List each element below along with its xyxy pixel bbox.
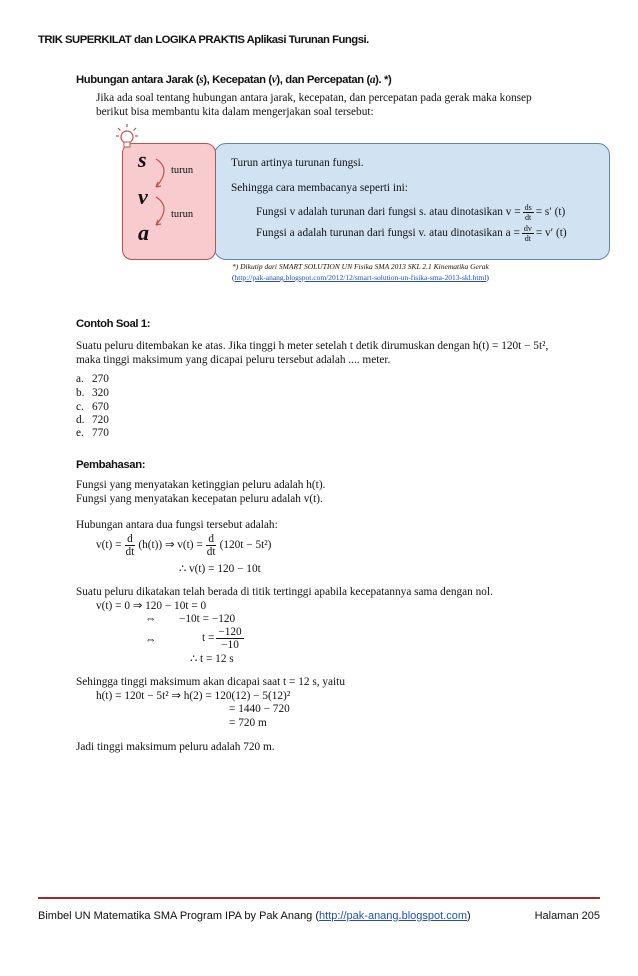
source-note: *) Dikutip dari SMART SOLUTION UN Fisika SMA 2013 SKL 2.1 Kinematika Gerak <box>232 262 489 271</box>
height-eq-3: = 720 m <box>229 717 267 729</box>
box-line-4-text: Fungsi a adalah turunan dari fungsi v. atau dinotasikan a = <box>256 227 520 240</box>
eq-part: v(t) = <box>96 539 122 552</box>
footer-link[interactable]: http://pak-anang.blogspot.com <box>319 910 468 922</box>
option-label: b. <box>76 387 85 399</box>
arrow-label-1: turun <box>171 165 194 176</box>
conclusion: Jadi tinggi maksimum peluru adalah 720 m. <box>76 741 275 753</box>
box-line-3-end: = s′ (t) <box>535 206 566 219</box>
height-eq-1: h(t) = 120t − 5t² ⇒ h(2) = 120(12) − 5(12)² <box>96 690 291 702</box>
solution-line-1: Fungsi yang menyatakan ketinggian peluru adalah h(t). <box>76 479 326 491</box>
step-2: −10t = −120 <box>179 613 236 625</box>
source-link[interactable]: http://pak-anang.blogspot.com/2012/12/smart-solution-un-fisika-sma-2013-skl.html <box>234 273 487 282</box>
title-var-v: v <box>271 74 277 86</box>
lightbulb-icon <box>116 124 138 150</box>
var-a: a <box>138 220 149 245</box>
option-value: 320 <box>92 387 109 399</box>
box-line-3 <box>256 203 565 222</box>
frac-dt: dt <box>206 546 216 558</box>
step-2-sym: ⇔ <box>145 613 157 625</box>
step-1: v(t) = 0 ⇒ 120 − 10t = 0 <box>96 600 207 612</box>
solution-line-2: Fungsi yang menyatakan kecepatan peluru adalah v(t). <box>76 493 323 505</box>
step-3-lhs: t = <box>202 632 215 645</box>
option-value: 270 <box>92 373 109 385</box>
intro-line-2: berikut bisa membantu kita dalam mengerjakan soal tersebut: <box>96 106 374 118</box>
frac-den: −10 <box>221 639 239 651</box>
var-v: v <box>138 184 148 209</box>
box-line-4 <box>256 224 567 243</box>
section-title <box>76 74 391 86</box>
option-label: c. <box>76 401 84 413</box>
box-line-3-text: Fungsi v adalah turunan dari fungsi s. atau dinotasikan v = <box>256 206 521 219</box>
frac-d: d <box>208 533 214 545</box>
frac-ds: ds <box>524 203 532 212</box>
title-var-s: s <box>199 74 204 86</box>
title-part: ). *) <box>375 74 392 86</box>
footer-divider <box>38 897 600 899</box>
option-value: 770 <box>92 427 109 439</box>
option-d <box>76 413 109 427</box>
derivative-equation <box>96 533 271 558</box>
frac-dt: dt <box>524 234 531 243</box>
question-line-1: Suatu peluru ditembakan ke atas. Jika tinggi h meter setelah t detik dirumuskan dengan h(t) = 120t − 5t², <box>76 340 549 352</box>
page-header: TRIK SUPERKILAT dan LOGIKA PRAKTIS Aplikasi Turunan Fungsi. <box>38 34 369 46</box>
option-b <box>76 386 109 400</box>
var-s: s <box>138 147 147 172</box>
solution-line-3: Hubungan antara dua fungsi tersebut adalah: <box>76 519 278 531</box>
paren-close: ) <box>486 273 489 282</box>
box-line-2: Sehingga cara membacanya seperti ini: <box>231 182 408 194</box>
intro-line-1: Jika ada soal tentang hubungan antara jarak, kecepatan, dan percepatan pada gerak maka konsep <box>96 92 532 104</box>
option-label: a. <box>76 373 84 385</box>
option-value: 670 <box>92 401 109 413</box>
question-line-2: maka tinggi maksimum yang dicapai peluru tersebut adalah .... meter. <box>76 354 391 366</box>
footer-text: ) <box>467 910 471 922</box>
eq-part: (h(t)) ⇒ v(t) = <box>138 539 203 552</box>
solution-line-5: Sehingga tinggi maksimum akan dicapai saat t = 12 s, yaitu <box>76 676 345 688</box>
frac-dt: dt <box>525 213 532 222</box>
step-3 <box>202 626 246 651</box>
footer-text: Bimbel UN Matematika SMA Program IPA by Pak Anang ( <box>38 910 320 922</box>
frac-dv: dv <box>523 224 532 233</box>
box-line-4-end: = v′ (t) <box>535 227 567 240</box>
step-3-sym: ⇔ <box>145 634 157 646</box>
derivative-result: ∴ v(t) = 120 − 10t <box>179 563 261 575</box>
option-value: 720 <box>92 414 109 426</box>
frac-dt: dt <box>125 546 135 558</box>
option-e <box>76 426 109 440</box>
title-part: Hubungan antara Jarak ( <box>76 74 200 86</box>
footer-left <box>38 910 471 922</box>
title-part: ), Kecepatan ( <box>203 74 272 86</box>
solution-title: Pembahasan: <box>76 459 146 471</box>
option-label: d. <box>76 414 85 426</box>
solution-line-4: Suatu peluru dikatakan telah berada di titik tertinggi apabila kecepatannya sama dengan nol. <box>76 586 493 598</box>
option-c <box>76 400 109 414</box>
frac-num: −120 <box>218 626 242 638</box>
eq-part: (120t − 5t²) <box>219 539 272 552</box>
box-line-1: Turun artinya turunan fungsi. <box>231 157 364 169</box>
option-a <box>76 372 109 386</box>
example-title: Contoh Soal 1: <box>76 318 151 330</box>
height-eq-2: = 1440 − 720 <box>229 703 290 715</box>
paren-open: ( <box>232 273 235 282</box>
page-number: Halaman 205 <box>534 910 600 922</box>
frac-d: d <box>127 533 133 545</box>
arrow-label-2: turun <box>171 209 194 220</box>
step-4: ∴ t = 12 s <box>190 653 234 665</box>
title-part: ), dan Percepatan ( <box>276 74 370 86</box>
source-link-line <box>232 273 489 282</box>
title-var-a: a <box>369 74 376 86</box>
option-label: e. <box>76 427 84 439</box>
